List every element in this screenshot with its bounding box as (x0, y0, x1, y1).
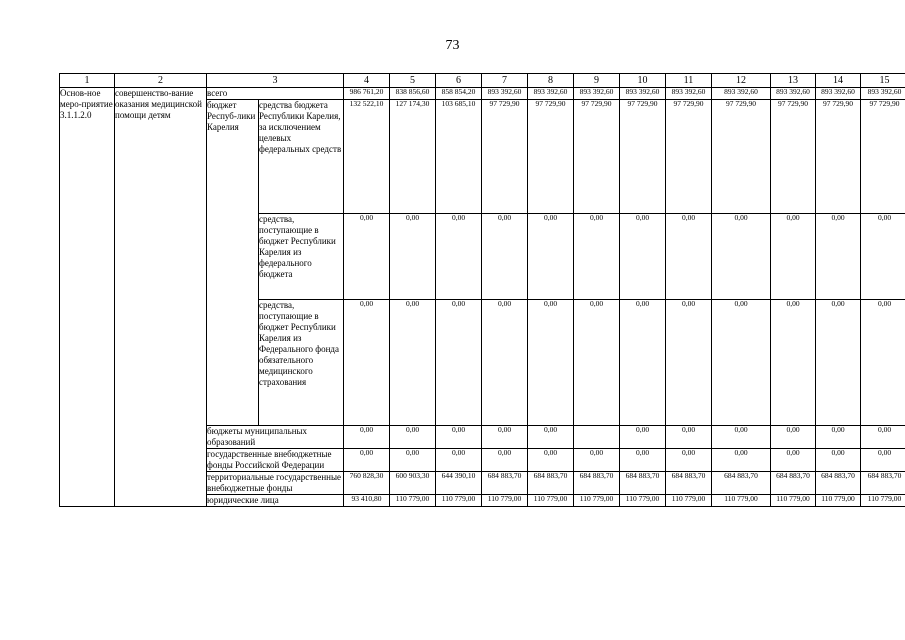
value-cell: 110 779,00 (574, 495, 620, 507)
value-cell: 0,00 (390, 214, 436, 300)
value-cell: 0,00 (861, 300, 905, 426)
value-cell: 97 729,90 (528, 100, 574, 214)
value-cell: 97 729,90 (574, 100, 620, 214)
value-cell: 0,00 (620, 214, 666, 300)
header-cell: 4 (344, 74, 390, 88)
value-cell: 0,00 (666, 214, 712, 300)
value-cell: 893 392,60 (620, 88, 666, 100)
value-cell: 684 883,70 (712, 472, 771, 495)
value-cell: 684 883,70 (816, 472, 861, 495)
value-cell: 0,00 (771, 426, 816, 449)
value-cell: 684 883,70 (771, 472, 816, 495)
row-label: государственные внебюджетные фонды Российской Федерации (207, 449, 344, 472)
row-label: юридические лица (207, 495, 344, 507)
value-cell: 110 779,00 (816, 495, 861, 507)
header-cell: 9 (574, 74, 620, 88)
value-cell: 110 779,00 (771, 495, 816, 507)
value-cell: 0,00 (816, 449, 861, 472)
header-cell: 15 (861, 74, 905, 88)
header-cell: 6 (436, 74, 482, 88)
value-cell: 132 522,10 (344, 100, 390, 214)
header-cell: 7 (482, 74, 528, 88)
value-cell: 0,00 (666, 300, 712, 426)
value-cell: 0,00 (482, 449, 528, 472)
value-cell: 0,00 (344, 449, 390, 472)
value-cell: 110 779,00 (620, 495, 666, 507)
value-cell: 0,00 (344, 426, 390, 449)
row-label: средства, поступающие в бюджет Республики Карелия из Федерального фонда обязательного медицинского страхования (259, 300, 344, 426)
value-cell: 0,00 (712, 214, 771, 300)
value-cell: 0,00 (390, 426, 436, 449)
value-cell: 0,00 (771, 300, 816, 426)
value-cell: 110 779,00 (482, 495, 528, 507)
header-cell: 10 (620, 74, 666, 88)
row-label: средства бюджета Республики Карелия, за исключением целевых федеральных средств (259, 100, 344, 214)
measure-code: Основ-ное меро-приятие 3.1.1.2.0 (60, 88, 115, 507)
value-cell: 0,00 (436, 214, 482, 300)
value-cell: 0,00 (344, 300, 390, 426)
value-cell: 110 779,00 (528, 495, 574, 507)
measure-name: совершенство-вание оказания медицинской помощи детям (115, 88, 207, 507)
header-cell: 3 (207, 74, 344, 88)
value-cell: 97 729,90 (816, 100, 861, 214)
value-cell: 0,00 (482, 300, 528, 426)
value-cell: 110 779,00 (436, 495, 482, 507)
value-cell: 760 828,30 (344, 472, 390, 495)
value-cell: 0,00 (344, 214, 390, 300)
value-cell: 0,00 (771, 449, 816, 472)
value-cell: 0,00 (620, 426, 666, 449)
value-cell: 684 883,70 (482, 472, 528, 495)
value-cell: 600 903,30 (390, 472, 436, 495)
value-cell: 893 392,60 (712, 88, 771, 100)
value-cell: 0,00 (482, 426, 528, 449)
value-cell: 838 856,60 (390, 88, 436, 100)
value-cell: 110 779,00 (666, 495, 712, 507)
value-cell: 0,00 (574, 214, 620, 300)
value-cell: 0,00 (528, 300, 574, 426)
value-cell: 893 392,60 (482, 88, 528, 100)
value-cell: 893 392,60 (816, 88, 861, 100)
value-cell: 684 883,70 (861, 472, 905, 495)
value-cell: 0,00 (861, 214, 905, 300)
value-cell: 0,00 (620, 300, 666, 426)
value-cell: 0,00 (482, 214, 528, 300)
value-cell: 0,00 (712, 300, 771, 426)
value-cell (574, 426, 620, 449)
header-cell: 2 (115, 74, 207, 88)
financing-table (59, 73, 905, 507)
row-label: средства, поступающие в бюджет Республики Карелия из федерального бюджета (259, 214, 344, 300)
value-cell: 97 729,90 (620, 100, 666, 214)
value-cell: 0,00 (816, 300, 861, 426)
value-cell: 0,00 (861, 426, 905, 449)
value-cell: 0,00 (528, 426, 574, 449)
value-cell: 986 761,20 (344, 88, 390, 100)
value-cell: 644 390,10 (436, 472, 482, 495)
value-cell: 0,00 (666, 449, 712, 472)
value-cell: 0,00 (390, 300, 436, 426)
value-cell: 893 392,60 (861, 88, 905, 100)
value-cell: 0,00 (816, 214, 861, 300)
value-cell: 103 685,10 (436, 100, 482, 214)
value-cell: 0,00 (528, 449, 574, 472)
value-cell: 0,00 (436, 300, 482, 426)
value-cell: 93 410,80 (344, 495, 390, 507)
value-cell: 97 729,90 (771, 100, 816, 214)
value-cell: 97 729,90 (861, 100, 905, 214)
row-label: бюджеты муниципальных образований (207, 426, 344, 449)
value-cell: 110 779,00 (390, 495, 436, 507)
value-cell: 0,00 (528, 214, 574, 300)
table-row (60, 88, 905, 100)
budget-rk-label: бюджет Респуб-лики Карелия (207, 100, 259, 426)
value-cell: 0,00 (712, 449, 771, 472)
value-cell: 0,00 (390, 449, 436, 472)
value-cell: 684 883,70 (574, 472, 620, 495)
header-cell: 1 (60, 74, 115, 88)
header-cell: 11 (666, 74, 712, 88)
value-cell: 0,00 (574, 300, 620, 426)
value-cell: 0,00 (771, 214, 816, 300)
value-cell: 684 883,70 (528, 472, 574, 495)
value-cell: 893 392,60 (666, 88, 712, 100)
row-label: территориальные государственные внебюджетные фонды (207, 472, 344, 495)
header-cell: 12 (712, 74, 771, 88)
value-cell: 97 729,90 (712, 100, 771, 214)
value-cell: 0,00 (574, 449, 620, 472)
value-cell: 684 883,70 (666, 472, 712, 495)
value-cell: 97 729,90 (666, 100, 712, 214)
value-cell: 0,00 (861, 449, 905, 472)
value-cell: 684 883,70 (620, 472, 666, 495)
value-cell: 0,00 (436, 449, 482, 472)
value-cell: 0,00 (712, 426, 771, 449)
value-cell: 127 174,30 (390, 100, 436, 214)
header-cell: 13 (771, 74, 816, 88)
value-cell: 110 779,00 (861, 495, 905, 507)
value-cell: 858 854,20 (436, 88, 482, 100)
header-cell: 5 (390, 74, 436, 88)
header-row (60, 74, 905, 88)
value-cell: 97 729,90 (482, 100, 528, 214)
value-cell: 0,00 (620, 449, 666, 472)
value-cell: 110 779,00 (712, 495, 771, 507)
value-cell: 893 392,60 (771, 88, 816, 100)
header-cell: 14 (816, 74, 861, 88)
value-cell: 0,00 (666, 426, 712, 449)
header-cell: 8 (528, 74, 574, 88)
value-cell: 0,00 (816, 426, 861, 449)
value-cell: 0,00 (436, 426, 482, 449)
row-label: всего (207, 88, 344, 100)
page-number: 73 (445, 38, 460, 53)
value-cell: 893 392,60 (528, 88, 574, 100)
value-cell: 893 392,60 (574, 88, 620, 100)
